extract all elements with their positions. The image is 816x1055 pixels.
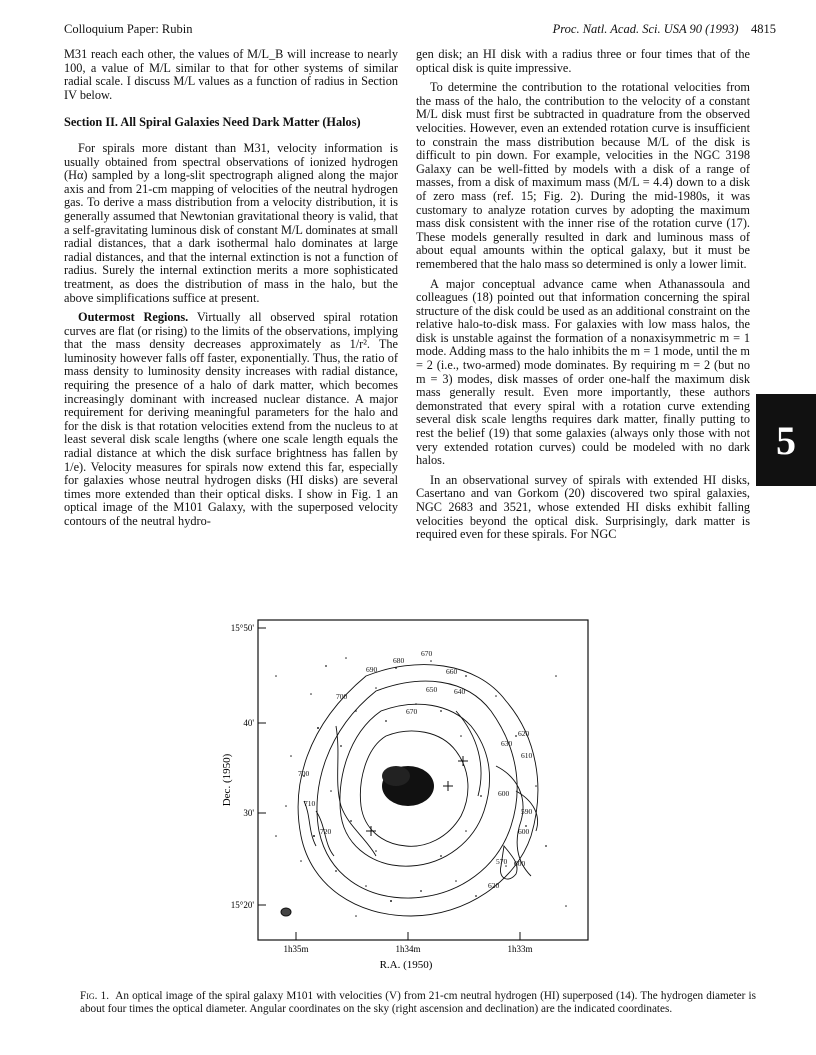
section-tab: 5 xyxy=(756,394,816,486)
contour-label: 670 xyxy=(421,649,433,658)
contour-label: 630 xyxy=(501,739,513,748)
contour-label: 720 xyxy=(320,827,332,836)
contour-label: 680 xyxy=(393,656,405,665)
contour-label: 670 xyxy=(406,707,418,716)
contour-label: 700 xyxy=(298,769,310,778)
y-tick-label: 30' xyxy=(243,808,254,818)
header-author: Colloquium Paper: Rubin xyxy=(64,22,193,36)
subsection-lead: Outermost Regions. xyxy=(78,310,189,325)
contour-label: 620 xyxy=(488,881,500,890)
header-journal-page xyxy=(553,22,776,37)
section-heading: Section II. All Spiral Galaxies Need Dark Matter (Halos) xyxy=(64,115,361,130)
paragraph: A major conceptual advance came when Athanassoula and colleagues (18) pointed out that information concerning the spiral structure of the disk could be used as an additional constraint on the relative halo-to-disk mass. For galaxies with low mass halos, the disk is unstable against the formation of a nonaxisymmetric m = 1 mode. Adding mass to the halo inhibits the m = 1 mode, until the m = 2 (i.e., two-armed) mode dominates. By requiring m = 2 (but no m = 3) modes, disk masses of order one-half the maximum disk mass generally result. Even more importantly, these authors demonstrated that every spiral with a rotation curve extending several disk scale lengths requires dark matter, finally putting to rest the belief (19) that some galaxies (always only those with not very extended rotation curves) could be modeled with no dark halos. xyxy=(416,276,750,468)
contour-label: 650 xyxy=(426,685,438,694)
right-column xyxy=(416,48,750,548)
y-tick-label: 15°50' xyxy=(230,623,254,633)
figure-m101 xyxy=(216,616,596,976)
contour-label: 590 xyxy=(521,807,533,816)
x-tick-label: 1h33m xyxy=(507,944,533,954)
y-axis-label: Dec. (1950) xyxy=(221,753,233,807)
contour-label: 710 xyxy=(304,799,316,808)
left-column xyxy=(64,48,398,535)
caption-label: Fig. 1. xyxy=(80,990,109,1002)
paragraph-body: Virtually all observed spiral rotation curves are flat (or rising) to the limits of the observations, implying that the mass density decreases approximately as 1/r². The luminosity however falls off faster, exponentially. Thus, the ratio of mass density to luminosity density increases with radial distance, requiring the presence of a halo of dark matter, which becomes increasingly dominant with increased nuclear distance. A major requirement for deriving meaningful parameters for the halo and for the disk is that rotation velocities extend from the nucleus to at least several disk scale lengths (where one scale length equals the radial distance at which the disk surface brightness has fallen by 1/e). Velocity measures for spirals now extend this far, especially for galaxies whose neutral hydrogen disks (HI disks) are several times more extended than their optical disks. I show in Fig. 1 an optical image of the M101 Galaxy, with the superposed velocity contours of the neutral hydro- xyxy=(64,310,398,528)
contour-label: 610 xyxy=(521,751,533,760)
paragraph: For spirals more distant than M31, velocity information is usually obtained from spectral observations of ionized hydrogen (Hα) sampled by a long-slit spectrograph aligned along the major axis and from 21-cm mapping of velocities of the neutral hydrogen gas. To derive a mass distribution from a velocity distribution, it is generally assumed that Newtonian gravitational theory is valid, that a self-gravitating luminous disk of constant M/L dominates at small radial distances, that a dark isothermal halo dominates at large radial distances, and that the internal extinction is not a function of radius. Surely the internal extinction merits a more sophisticated treatment, as does the distribution of mass in the halo, but the above simplifications suffice at present. xyxy=(64,140,398,305)
y-tick-label: 40' xyxy=(243,718,254,728)
caption-text: An optical image of the spiral galaxy M101 with velocities (V) from 21-cm neutral hydrogen (HI) superposed (14). The hydrogen diameter is about four times the optical diameter. Angular coordinates on the sky (right ascension and declination) are the indicated coordinates. xyxy=(80,990,757,1015)
contour-label: 690 xyxy=(366,665,378,674)
figure-plot xyxy=(216,616,596,976)
x-axis-label: R.A. (1950) xyxy=(379,959,433,971)
x-tick-label: 1h34m xyxy=(395,944,421,954)
paragraph: In an observational survey of spirals with extended HI disks, Casertano and van Gorkom (20) discovered two spiral galaxies, NGC 2683 and 3521, whose extended HI disks exhibit falling velocities beyond the optical disk. Surprisingly, dark matter is required even for these spirals. For NGC xyxy=(416,472,750,542)
contour-label: 600 xyxy=(498,789,510,798)
contour-label: 600 xyxy=(518,827,530,836)
x-tick-label: 1h35m xyxy=(283,944,309,954)
journal-citation: Proc. Natl. Acad. Sci. USA 90 (1993) xyxy=(552,22,739,36)
paragraph: gen disk; an HI disk with a radius three or four times that of the optical disk is quite impressive. xyxy=(416,47,750,75)
paragraph: To determine the contribution to the rotational velocities from the mass of the halo, the contribution to the velocity of a constant M/L disk must first be subtracted in quadrature from the observed velocities. However, even an extended rotation curve is insufficient to constrain the mass distribution because M/L of the disk is difficult to pin down. For example, velocities in the NGC 3198 Galaxy can be well-fitted by models with a disk of a range of masses, from a disk of maximum mass (M/L = 4.4) down to a disk of zero mass (ref. 15; Fig. 2). During the mid-1980s, it was customary to analyze rotation curves by adopting the maximum mass disk consistent with the inner rise of the rotation curve (17). These models generally resulted in dark and luminous mass of about equal amounts within the optical galaxy, but it must be remembered that the halo mass so determined is only a lower limit. xyxy=(416,80,750,271)
galaxy-core-knot xyxy=(382,766,410,786)
contour-label: 640 xyxy=(454,687,466,696)
running-header xyxy=(64,22,776,38)
contour-label: 700 xyxy=(336,692,348,701)
figure-caption xyxy=(80,990,756,1016)
contour-label: 620 xyxy=(518,729,530,738)
beam-size-marker xyxy=(281,908,291,916)
y-tick-label: 15°20' xyxy=(230,900,254,910)
page-number: 4815 xyxy=(751,22,776,36)
contour-label: 570 xyxy=(496,857,508,866)
paragraph xyxy=(64,311,398,529)
contour-label: 660 xyxy=(446,667,458,676)
paragraph: M31 reach each other, the values of M/L_B will increase to nearly 100, a value of M/L similar to that for other systems of similar radial scale. I discuss M/L values as a function of radius in Section IV below. xyxy=(64,47,398,102)
contour-label: 600 xyxy=(514,859,526,868)
